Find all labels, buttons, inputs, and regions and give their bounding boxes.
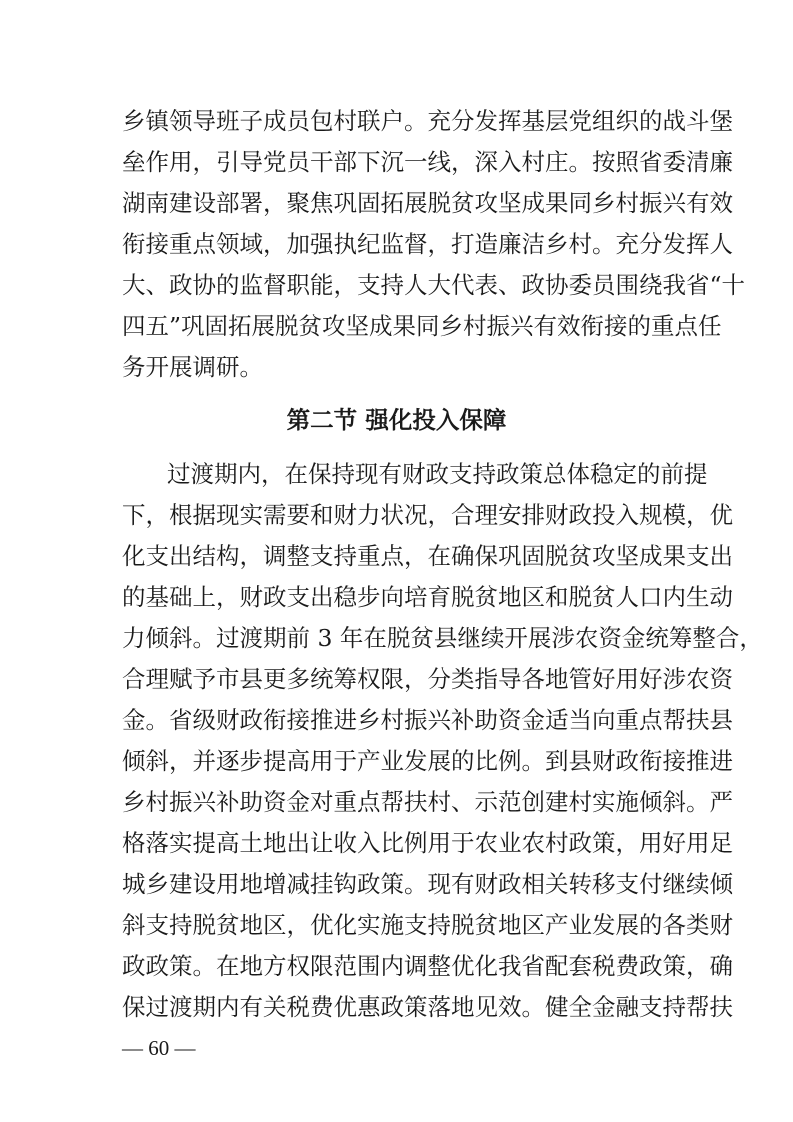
paragraph-line: 下，根据现实需要和财力状况，合理安排财政投入规模，优 <box>122 501 733 529</box>
paragraph-line: 倾斜，并逐步提高用于产业发展的比例。到县财政衔接推进 <box>122 747 733 775</box>
paragraph-line: 四五”巩固拓展脱贫攻坚成果同乡村振兴有效衔接的重点任 <box>122 312 722 340</box>
paragraph-line: 保过渡期内有关税费优惠政策落地见效。健全金融支持帮扶 <box>122 993 733 1021</box>
paragraph-line: 力倾斜。过渡期前 3 年在脱贫县继续开展涉农资金统筹整合， <box>122 624 763 652</box>
paragraph-line: 政政策。在地方权限范围内调整优化我省配套税费政策，确 <box>122 952 733 980</box>
paragraph-line: 斜支持脱贫地区，优化实施支持脱贫地区产业发展的各类财 <box>122 911 733 939</box>
paragraph-line: 的基础上，财政支出稳步向培育脱贫地区和脱贫人口内生动 <box>122 583 733 611</box>
section-heading: 第二节 强化投入保障 <box>286 406 507 434</box>
paragraph-line: 格落实提高土地出让收入比例用于农业农村政策，用好用足 <box>122 829 733 857</box>
paragraph-line: 湖南建设部署，聚焦巩固拓展脱贫攻坚成果同乡村振兴有效 <box>122 189 733 217</box>
paragraph-line: 合理赋予市县更多统筹权限，分类指导各地管好用好涉农资 <box>122 665 733 693</box>
paragraph-line: 垒作用，引导党员干部下沉一线，深入村庄。按照省委清廉 <box>122 148 733 176</box>
paragraph-line: 大、政协的监督职能，支持人大代表、政协委员围绕我省“十 <box>122 271 746 299</box>
page-number: — 60 — <box>122 1036 196 1060</box>
paragraph-line: 过渡期内，在保持现有财政支持政策总体稳定的前提 <box>167 460 708 488</box>
paragraph-line: 金。省级财政衔接推进乡村振兴补助资金适当向重点帮扶县 <box>122 706 733 734</box>
paragraph-line: 城乡建设用地增减挂钩政策。现有财政相关转移支付继续倾 <box>122 870 733 898</box>
paragraph-line: 化支出结构，调整支持重点，在确保巩固脱贫攻坚成果支出 <box>122 542 733 570</box>
paragraph-line: 乡村振兴补助资金对重点帮扶村、示范创建村实施倾斜。严 <box>122 788 733 816</box>
paragraph-line: 乡镇领导班子成员包村联户。充分发挥基层党组织的战斗堡 <box>122 107 733 135</box>
paragraph-line: 务开展调研。 <box>122 353 263 381</box>
paragraph-line: 衔接重点领域，加强执纪监督，打造廉洁乡村。充分发挥人 <box>122 230 733 258</box>
